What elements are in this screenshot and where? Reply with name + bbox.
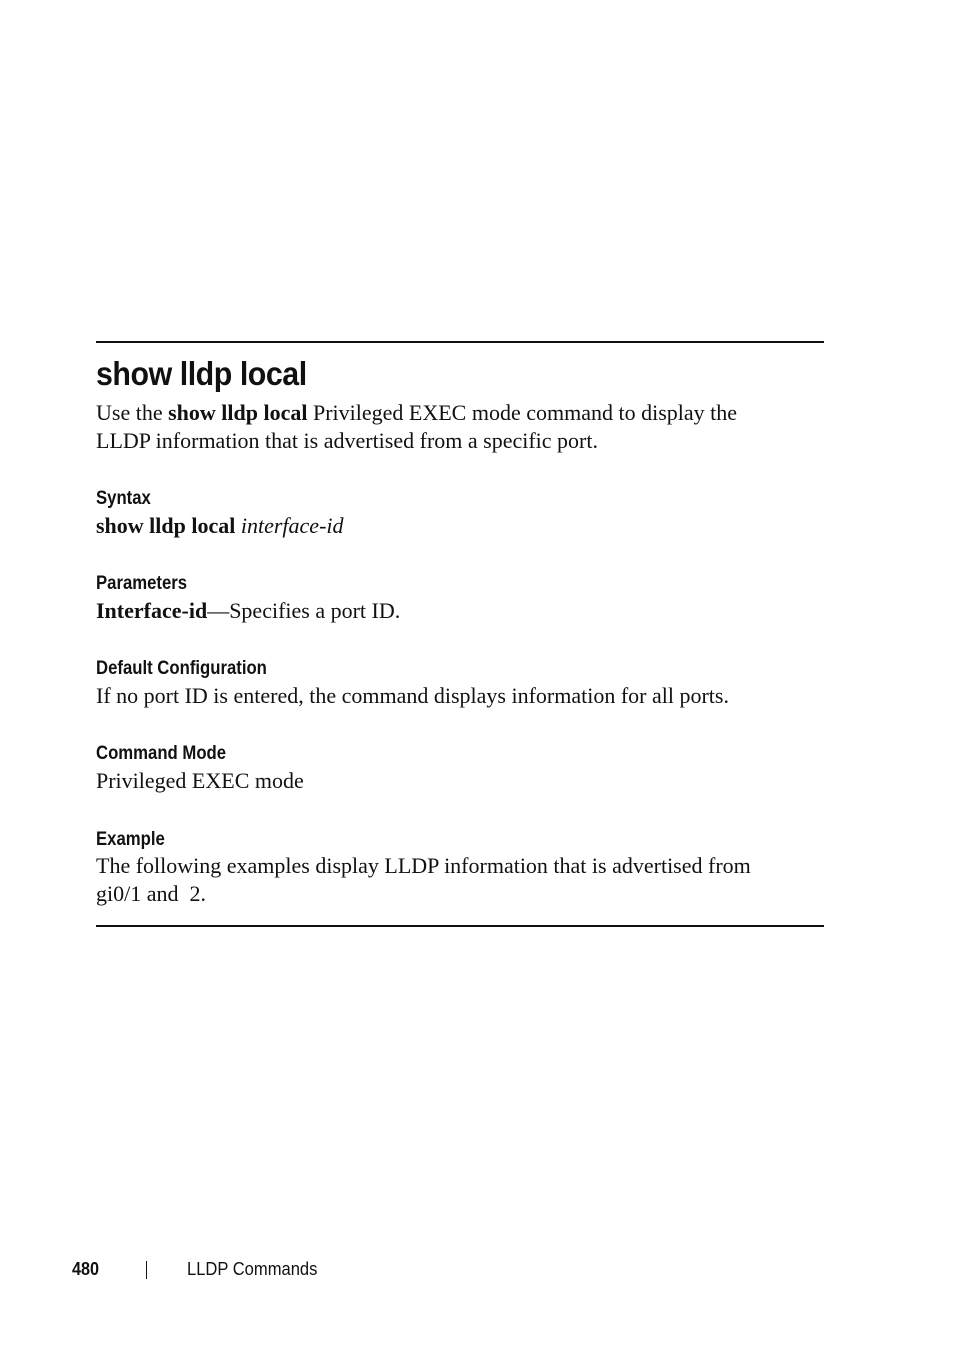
intro-line-2: LLDP information that is advertised from a specific port. [96,428,598,453]
syntax-command: show lldp local [96,513,236,538]
example-heading: Example [96,829,165,850]
default-configuration-heading: Default Configuration [96,658,267,679]
syntax-argument: interface-id [240,513,344,538]
intro-line-1 [96,399,737,427]
parameters-line [96,597,400,625]
parameter-term: Interface-id [96,598,208,623]
command-mode-text: Privileged EXEC mode [96,768,304,793]
intro-post-text: Privileged EXEC mode command to display the [307,400,738,425]
bottom-rule [96,925,824,927]
page-title: show lldp local [96,355,307,392]
footer-separator [146,1261,147,1279]
footer-section-name: LLDP Commands [187,1259,318,1279]
syntax-heading: Syntax [96,488,151,509]
example-line-1: The following examples display LLDP information that is advertised from [96,853,751,878]
command-mode-heading: Command Mode [96,743,227,764]
top-rule [96,341,824,343]
footer-page-number: 480 [72,1259,100,1279]
example-line-2: gi0/1 and 2. [96,881,206,906]
parameter-description: —Specifies a port ID. [207,598,401,623]
parameters-heading: Parameters [96,573,188,594]
intro-pre-text: Use the [96,400,169,425]
syntax-line [96,512,344,540]
default-configuration-text: If no port ID is entered, the command displays information for all ports. [96,683,729,708]
intro-command: show lldp local [168,400,308,425]
